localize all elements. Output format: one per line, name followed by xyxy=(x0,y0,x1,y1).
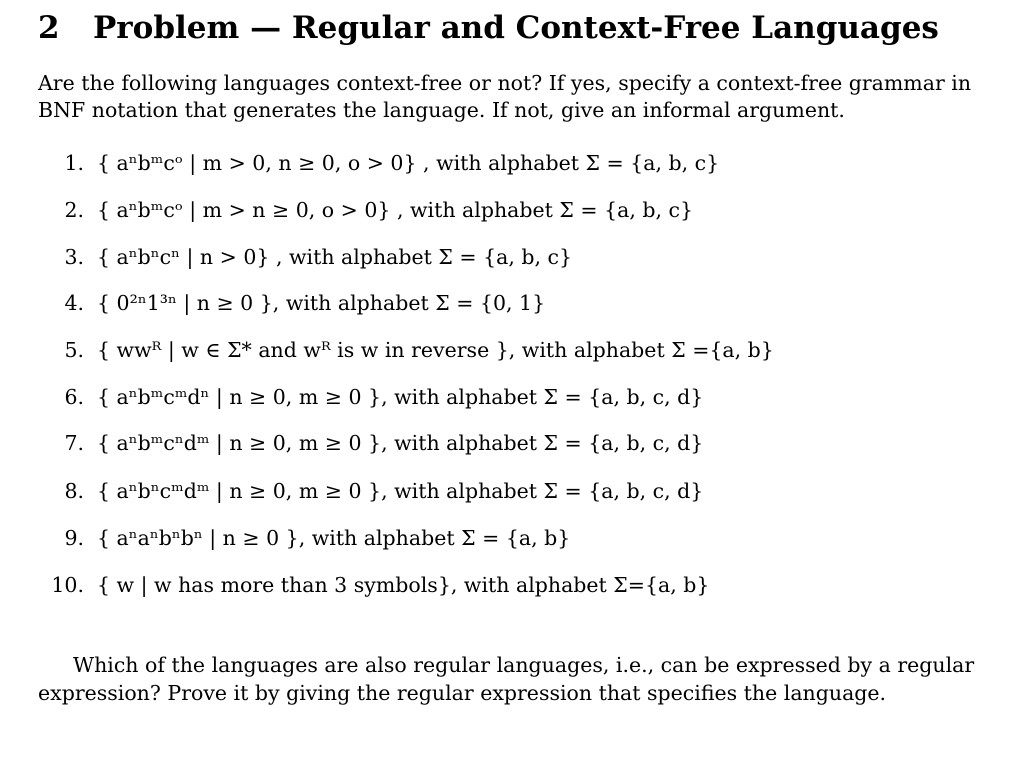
language-set: { w | w has more than 3 symbols} xyxy=(97,573,451,597)
language-set: { aⁿbⁿcᵐdᵐ | n ≥ 0, m ≥ 0 } xyxy=(97,479,382,503)
intro-line-2: BNF notation that generates the language. If not, give an informal argument. xyxy=(38,98,845,122)
problem-item-10 xyxy=(0,570,1024,600)
alphabet-spec: , with alphabet Σ = {a, b} xyxy=(298,526,571,550)
problem-expression xyxy=(97,382,703,412)
intro-line-1: Are the following languages context-free or not? If yes, specify a context-free grammar in xyxy=(38,71,972,95)
alphabet-spec: , with alphabet Σ={a, b} xyxy=(450,573,710,597)
problem-number: 8. xyxy=(64,479,84,503)
section-title: Problem — Regular and Context-Free Languages xyxy=(93,10,939,46)
problem-number: 1. xyxy=(64,151,84,175)
language-set: { wwᴿ | w ∈ Σ* and wᴿ is w in reverse } xyxy=(97,338,509,362)
problem-item-6 xyxy=(0,382,1024,412)
problem-number: 3. xyxy=(64,245,84,269)
alphabet-spec: , with alphabet Σ ={a, b} xyxy=(508,338,774,362)
alphabet-spec: , with alphabet Σ = {a, b, c} xyxy=(275,245,573,269)
language-set: { aⁿaⁿbⁿbⁿ | n ≥ 0 } xyxy=(97,526,299,550)
section-heading xyxy=(38,10,939,46)
problem-number: 5. xyxy=(64,338,84,362)
problem-number: 10. xyxy=(51,573,84,597)
problem-item-3 xyxy=(0,242,1024,272)
intro-paragraph xyxy=(38,70,972,124)
problem-number: 6. xyxy=(64,385,84,409)
problem-expression xyxy=(97,335,774,365)
section-number: 2 xyxy=(38,10,60,46)
language-set: { aⁿbᵐcᵒ | m > n ≥ 0, o > 0} xyxy=(97,198,391,222)
problem-expression xyxy=(97,570,709,600)
problem-expression xyxy=(97,148,719,178)
problem-number: 9. xyxy=(64,526,84,550)
problem-item-2 xyxy=(0,195,1024,225)
problem-expression xyxy=(97,242,572,272)
problem-item-1 xyxy=(0,148,1024,178)
alphabet-spec: , with alphabet Σ = {a, b, c, d} xyxy=(381,385,704,409)
language-set: { aⁿbᵐcᵐdⁿ | n ≥ 0, m ≥ 0 } xyxy=(97,385,382,409)
alphabet-spec: , with alphabet Σ = {a, b, c} xyxy=(423,151,720,175)
language-set: { aⁿbᵐcⁿdᵐ | n ≥ 0, m ≥ 0 } xyxy=(97,431,382,455)
outro-paragraph xyxy=(38,651,975,707)
problem-expression xyxy=(97,476,703,506)
outro-line-1: Which of the languages are also regular languages, i.e., can be expressed by a regular xyxy=(73,653,975,677)
problem-item-8 xyxy=(0,476,1024,506)
problem-number: 7. xyxy=(64,431,84,455)
alphabet-spec: , with alphabet Σ = {a, b, c, d} xyxy=(381,431,704,455)
problem-item-4 xyxy=(0,288,1024,318)
problem-expression xyxy=(97,428,703,458)
language-set: { aⁿbⁿcⁿ | n > 0} xyxy=(97,245,270,269)
problem-expression xyxy=(97,523,570,553)
problem-item-9 xyxy=(0,523,1024,553)
problem-item-5 xyxy=(0,335,1024,365)
outro-line-2: expression? Prove it by giving the regular expression that specifies the language. xyxy=(38,681,887,705)
alphabet-spec: , with alphabet Σ = {a, b, c, d} xyxy=(381,479,704,503)
language-set: { 0²ⁿ1³ⁿ | n ≥ 0 } xyxy=(97,291,273,315)
language-set: { aⁿbᵐcᵒ | m > 0, n ≥ 0, o > 0} xyxy=(97,151,417,175)
problem-item-7 xyxy=(0,428,1024,458)
alphabet-spec: , with alphabet Σ = {a, b, c} xyxy=(396,198,694,222)
problem-number: 2. xyxy=(64,198,84,222)
problem-number: 4. xyxy=(64,291,84,315)
problem-expression xyxy=(97,195,693,225)
problem-expression xyxy=(97,288,545,318)
alphabet-spec: , with alphabet Σ = {0, 1} xyxy=(272,291,546,315)
